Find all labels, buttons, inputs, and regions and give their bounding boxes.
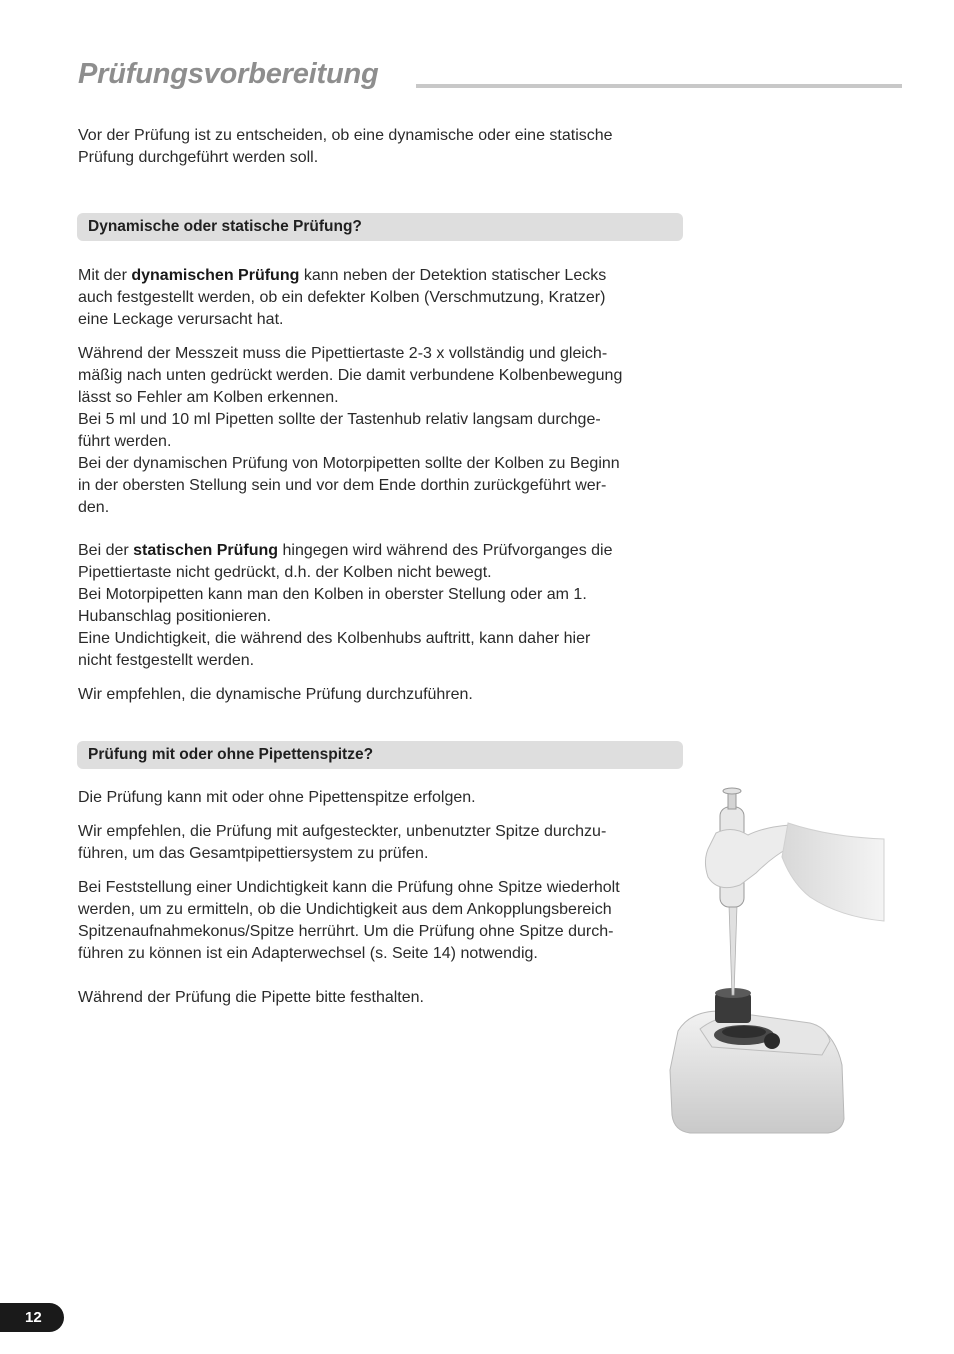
intro-paragraph: Vor der Prüfung ist zu entscheiden, ob eine dynamische oder eine statische Prüfung durchgeführt werden soll. <box>78 127 613 166</box>
leak-repeat-paragraph: Bei Feststellung einer Undichtigkeit kann die Prüfung ohne Spitze wiederholt werden, um zu ermitteln, ob die Undichtigkeit aus dem Ankopplungsbereich Spitzenaufnahmekonus/Spitze herrührt. Um die Prüfung ohne Spitze durch- führen zu können ist ein Adapterwechsel (s. Seite 14) notwendig. <box>78 879 620 962</box>
recommendation-paragraph: Wir empfehlen, die dynamische Prüfung durchzuführen. <box>78 686 473 703</box>
section-heading-label: Dynamische oder statische Prüfung? <box>88 218 362 235</box>
hold-pipette-paragraph: Während der Prüfung die Pipette bitte festhalten. <box>78 989 424 1006</box>
page-number: 12 <box>25 1309 42 1326</box>
title-rule <box>416 84 902 88</box>
section-heading-dynamic-static <box>77 213 683 241</box>
hand-pipette-illustration-icon <box>660 785 890 1145</box>
section-heading-pipette-tip <box>77 741 683 769</box>
page-number-badge <box>0 1303 64 1332</box>
page-title: Prüfungsvorbereitung <box>78 58 379 90</box>
section-pipette-tip-body <box>78 787 684 1009</box>
dynamic-procedure-paragraph: Während der Messzeit muss die Pipettiertaste 2-3 x vollständig und gleich- mäßig nach unten gedrückt werden. Die damit verbundene Kolbenbewegung lässt so Fehler am Kolben erkennen. Bei 5 ml und 10 ml Pipetten sollte der Tastenhub relativ langsam durchge- führt werden. Bei der dynamischen Prüfung von Motorpipetten sollte der Kolben zu Beginn in der obersten Stellung sein und vor dem Ende dorthin zurückgeführt wer- den. <box>78 345 623 516</box>
tip-option-paragraph: Die Prüfung kann mit oder ohne Pipettenspitze erfolgen. <box>78 789 476 806</box>
tip-recommendation-paragraph: Wir empfehlen, die Prüfung mit aufgesteckter, unbenutzter Spitze durchzu- führen, um das Gesamtpipettiersystem zu prüfen. <box>78 823 607 862</box>
section-heading-label: Prüfung mit oder ohne Pipettenspitze? <box>88 746 374 763</box>
section-dynamic-static-body <box>78 265 684 706</box>
static-test-paragraph: Bei der statischen Prüfung hingegen wird während des Prüfvorganges die Pipettiertaste nicht gedrückt, d.h. der Kolben nicht bewegt. Bei Motorpipetten kann man den Kolben in oberster Stellung oder am 1. Hubanschlag positionieren. Eine Undichtigkeit, die während des Kolbenhubs auftritt, kann daher hier nicht festgestellt werden. <box>78 542 613 669</box>
dynamic-test-paragraph: Mit der dynamischen Prüfung kann neben der Detektion statischer Lecks auch festgestellt werden, ob ein defekter Kolben (Verschmutzung, Kratzer) eine Leckage verursacht hat. <box>78 267 607 328</box>
